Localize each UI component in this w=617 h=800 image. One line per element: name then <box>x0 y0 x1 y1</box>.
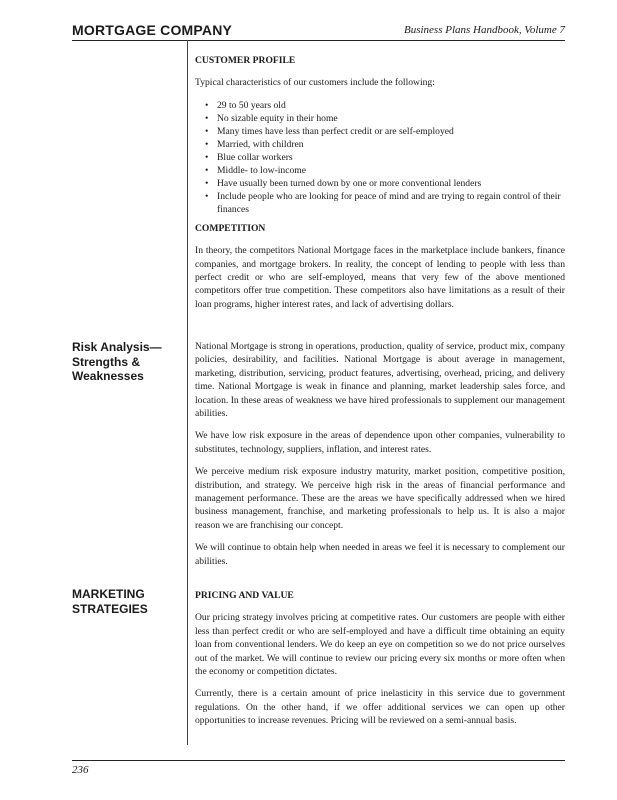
list-item: • No sizable equity in their home <box>195 112 565 125</box>
list-item: • Blue collar workers <box>195 151 565 164</box>
list-item: • 29 to 50 years old <box>195 99 565 112</box>
section-heading-customer-profile: CUSTOMER PROFILE <box>195 55 296 66</box>
section-heading-pricing: PRICING AND VALUE <box>195 590 294 601</box>
risk-paragraph-1: National Mortgage is strong in operations, production, quality of service, product mix, company policies, desirability, and facilities. National Mortgage is about average in management, marketing, distribution, servicing, product features, advertising, overhead, pricing, and delivery time. National Mortgage is weak in finance and planning, market leadership sales force, and location. In these areas of weakness we have hired professionals to supplement our management abilities. <box>195 341 565 420</box>
competition-paragraph: In theory, the competitors National Mortgage faces in the marketplace include bankers, finance companies, and mortgage brokers. In reality, the concept of lending to people with less than perfect credit or who are self-employed, means that very few of the above mentioned competitors offer true competition. These competitors also have limitations as a result of their loan programs, higher interest rates, and lack of advertising dollars. <box>195 245 565 310</box>
list-item: • Married, with children <box>195 138 565 151</box>
risk-paragraph-3: We perceive medium risk exposure industry maturity, market position, competitive position, distribution, and strategy. We perceive high risk in the areas of financial performance and management performance. These are the areas we have specifically addressed when we hired business management, franchise, and marketing professionals to help us. It is also a major reason we are franchising our concept. <box>195 466 565 531</box>
risk-paragraph-2: We have low risk exposure in the areas of dependence upon other companies, vulnerability to substitutes, technology, suppliers, inflation, and interest rates. <box>195 430 565 455</box>
page-number: 236 <box>72 764 89 776</box>
customer-profile-intro: Typical characteristics of our customers include the following: <box>195 77 435 89</box>
list-item: • Have usually been turned down by one or more conventional lenders <box>195 177 565 190</box>
list-item: • Include people who are looking for peace of mind and are trying to regain control of their finances <box>195 190 565 216</box>
sidebar-heading-risk: Risk Analysis— Strengths & Weaknesses <box>72 340 162 383</box>
customer-list <box>195 99 565 216</box>
list-item: • Middle- to low-income <box>195 164 565 177</box>
footer-rule <box>72 760 565 761</box>
column-divider <box>187 40 188 745</box>
pricing-paragraph-1: Our pricing strategy involves pricing at competitive rates. Our customers are people with either less than perfect credit or who are self-employed and have a difficult time obtaining an equity loan from conventional lenders. We do keep an eye on competition so we do not price ourselves out of the market. We will continue to review our pricing every six months or more often when the economy or competition dictates. <box>195 612 565 678</box>
marketing-section <box>195 589 565 737</box>
section-heading-competition: COMPETITION <box>195 222 266 234</box>
risk-analysis-section <box>195 340 565 577</box>
running-header-book: Business Plans Handbook, Volume 7 <box>403 24 565 36</box>
pricing-paragraph-2: Currently, there is a certain amount of price inelasticity in this service due to government regulations. On the other hand, if we offer additional services we can open up other opportunities to increase revenues. Pricing will be reviewed on a semi-annual basis. <box>195 688 565 727</box>
sidebar-heading-marketing: MARKETING STRATEGIES <box>72 587 148 616</box>
header-rule <box>72 40 565 41</box>
list-item: • Many times have less than perfect credit or are self-employed <box>195 125 565 138</box>
customer-profile-section <box>195 54 565 320</box>
running-header-title: MORTGAGE COMPANY <box>72 22 233 38</box>
risk-paragraph-4: We will continue to obtain help when needed in areas we feel it is necessary to complement our abilities. <box>195 542 565 567</box>
